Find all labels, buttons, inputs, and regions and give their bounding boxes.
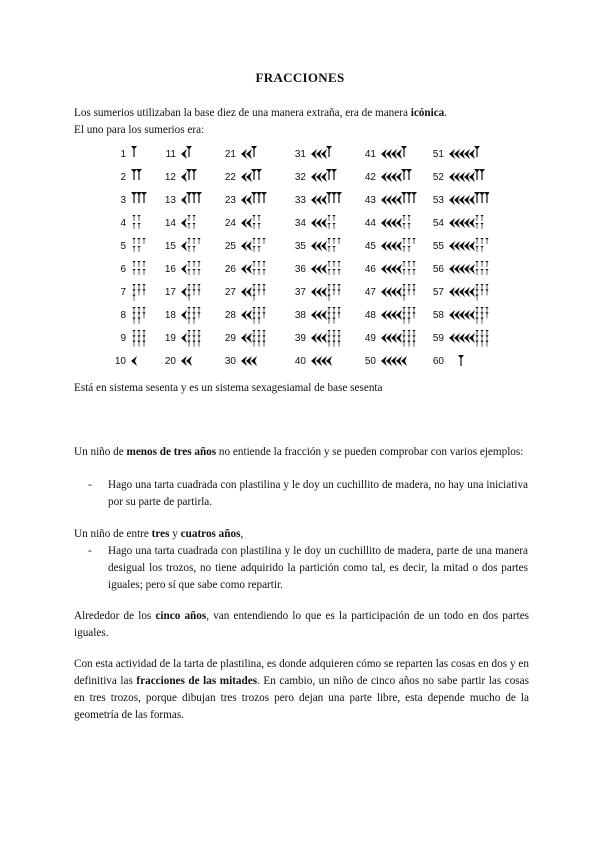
numeral-number: 27 xyxy=(224,287,236,298)
numeral-number: 28 xyxy=(224,310,236,321)
numeral-cell xyxy=(162,306,224,328)
numeral-number: 16 xyxy=(164,264,176,275)
cuneiform-glyph-icon xyxy=(309,145,351,163)
cuneiform-glyph-icon xyxy=(239,283,281,301)
cuneiform-glyph-icon xyxy=(239,352,281,370)
numeral-number: 7 xyxy=(120,287,126,298)
cuneiform-glyph-icon xyxy=(379,283,421,301)
numeral-number: 49 xyxy=(364,333,376,344)
numeral-number: 30 xyxy=(224,356,236,367)
cuneiform-glyph-icon xyxy=(379,329,421,347)
numeral-number: 10 xyxy=(114,356,126,367)
numeral-cell xyxy=(162,283,224,305)
cuneiform-glyph-icon xyxy=(309,260,351,278)
numeral-number: 47 xyxy=(364,287,376,298)
cuneiform-glyph-icon xyxy=(447,191,489,209)
cuneiform-glyph-icon xyxy=(309,191,351,209)
numeral-number: 57 xyxy=(432,287,444,298)
cuneiform-glyph-icon xyxy=(239,191,281,209)
numeral-cell xyxy=(430,260,492,282)
numeral-cell xyxy=(362,237,424,259)
numeral-number: 6 xyxy=(120,264,126,275)
cuneiform-glyph-icon xyxy=(179,168,221,186)
cuneiform-glyph-icon xyxy=(379,145,421,163)
p2-bold-cuatro: cuatros años xyxy=(180,528,241,540)
numeral-number: 32 xyxy=(294,172,306,183)
numeral-number: 38 xyxy=(294,310,306,321)
numeral-number: 26 xyxy=(224,264,236,275)
p4-text-a: Con esta actividad de la tarta de plastilina, es donde adquieren cómo se reparten las cosas en dos y en definitiva las xyxy=(74,658,529,687)
numeral-cell xyxy=(362,260,424,282)
cuneiform-glyph-icon xyxy=(179,237,221,255)
numeral-cell xyxy=(292,191,354,213)
numeral-number: 13 xyxy=(164,195,176,206)
numeral-cell xyxy=(362,214,424,236)
numeral-number: 59 xyxy=(432,333,444,344)
cuneiform-glyph-icon xyxy=(179,191,221,209)
numeral-number: 42 xyxy=(364,172,376,183)
cuneiform-glyph-icon xyxy=(447,237,489,255)
numeral-number: 5 xyxy=(120,241,126,252)
numeral-cell xyxy=(430,237,492,259)
numeral-number: 51 xyxy=(432,149,444,160)
cuneiform-glyph-icon xyxy=(239,237,281,255)
intro-line2: El uno para los sumerios era: xyxy=(74,124,205,136)
system-note: Está en sistema sesenta y es un sistema sexagesiamal de base sesenta xyxy=(74,382,383,394)
numeral-cell xyxy=(362,352,424,374)
p3-text-a: Alrededor de los xyxy=(74,610,156,622)
bullet-dash: - xyxy=(88,479,92,491)
cuneiform-glyph-icon xyxy=(239,306,281,324)
numeral-number: 34 xyxy=(294,218,306,229)
numeral-number: 46 xyxy=(364,264,376,275)
cuneiform-glyph-icon xyxy=(239,168,281,186)
cuneiform-glyph-icon xyxy=(179,260,221,278)
p1-bold: menos de tres años xyxy=(126,446,217,458)
numeral-cell xyxy=(222,283,284,305)
numeral-cell xyxy=(162,352,224,374)
cuneiform-glyph-icon xyxy=(309,306,351,324)
numeral-cell xyxy=(162,329,224,351)
numeral-cell xyxy=(222,306,284,328)
numeral-number: 11 xyxy=(165,149,176,160)
numeral-number: 55 xyxy=(432,241,444,252)
numeral-number: 1 xyxy=(120,149,126,160)
numeral-number: 43 xyxy=(364,195,376,206)
paragraph-activity xyxy=(74,656,529,724)
p3-bold: cinco años xyxy=(155,610,207,622)
intro-text: Los sumerios utilizaban la base diez de una manera extraña, era de manera xyxy=(74,107,411,119)
numeral-number: 36 xyxy=(294,264,306,275)
cuneiform-glyph-icon xyxy=(379,237,421,255)
numeral-cell xyxy=(430,214,492,236)
numeral-number: 24 xyxy=(224,218,236,229)
cuneiform-glyph-icon xyxy=(447,260,489,278)
numeral-cell xyxy=(292,260,354,282)
cuneiform-glyph-icon xyxy=(447,168,489,186)
p4-bold: fracciones de las mitades xyxy=(136,675,258,687)
cuneiform-glyph-icon xyxy=(379,168,421,186)
numeral-cell xyxy=(162,214,224,236)
numeral-cell xyxy=(430,306,492,328)
p2-text-a: Un niño de entre xyxy=(74,528,152,540)
numeral-cell xyxy=(162,191,224,213)
cuneiform-glyph-icon xyxy=(379,352,421,370)
numeral-cell xyxy=(222,214,284,236)
cuneiform-glyph-icon xyxy=(309,329,351,347)
cuneiform-glyph-icon xyxy=(309,352,351,370)
numeral-cell xyxy=(222,260,284,282)
numeral-cell xyxy=(430,145,492,167)
numeral-cell xyxy=(362,283,424,305)
numeral-cell xyxy=(162,260,224,282)
cuneiform-glyph-icon xyxy=(179,145,221,163)
numeral-cell xyxy=(162,145,224,167)
numeral-cell xyxy=(292,306,354,328)
numeral-cell xyxy=(362,145,424,167)
numeral-cell xyxy=(292,283,354,305)
numeral-cell xyxy=(362,329,424,351)
bullet-three-four xyxy=(88,543,528,594)
numeral-cell xyxy=(222,168,284,190)
cuneiform-glyph-icon xyxy=(447,352,489,370)
numeral-number: 39 xyxy=(294,333,306,344)
numeral-cell xyxy=(430,191,492,213)
numeral-cell xyxy=(292,214,354,236)
paragraph-under-three xyxy=(74,444,529,461)
cuneiform-glyph-icon xyxy=(239,260,281,278)
numeral-cell xyxy=(430,168,492,190)
cuneiform-glyph-icon xyxy=(379,260,421,278)
numeral-number: 12 xyxy=(164,172,176,183)
numeral-number: 56 xyxy=(432,264,444,275)
bullet-under-three xyxy=(88,477,528,511)
cuneiform-glyph-icon xyxy=(309,283,351,301)
numeral-cell xyxy=(362,191,424,213)
numeral-number: 44 xyxy=(364,218,376,229)
numeral-number: 20 xyxy=(164,356,176,367)
numeral-number: 17 xyxy=(164,287,176,298)
numeral-number: 2 xyxy=(120,172,126,183)
p2-text-c: y xyxy=(169,528,181,540)
cuneiform-glyph-icon xyxy=(447,145,489,163)
numeral-cell xyxy=(362,306,424,328)
numeral-number: 9 xyxy=(120,333,126,344)
cuneiform-glyph-icon xyxy=(179,352,221,370)
cuneiform-glyph-icon xyxy=(179,283,221,301)
numeral-cell xyxy=(292,329,354,351)
numeral-number: 18 xyxy=(164,310,176,321)
intro-paragraph xyxy=(74,105,529,139)
numeral-number: 21 xyxy=(224,149,236,160)
numeral-number: 40 xyxy=(294,356,306,367)
p2-text-e: , xyxy=(240,528,244,540)
p1-text-c: no entiende la fracción y se pueden comprobar con varios ejemplos: xyxy=(216,446,524,458)
cuneiform-glyph-icon xyxy=(239,214,281,232)
numeral-cell xyxy=(222,145,284,167)
numeral-cell xyxy=(430,329,492,351)
cuneiform-glyph-icon xyxy=(379,191,421,209)
numeral-number: 25 xyxy=(224,241,236,252)
numeral-cell xyxy=(292,168,354,190)
numeral-number: 29 xyxy=(224,333,236,344)
numeral-number: 8 xyxy=(120,310,126,321)
numeral-cell xyxy=(292,237,354,259)
numeral-number: 50 xyxy=(364,356,376,367)
numeral-cell xyxy=(162,168,224,190)
numeral-number: 54 xyxy=(432,218,444,229)
p4-text-c: . En cambio, un niño de cinco años no sabe partir las cosas en tres trozos, porque dibujan tres trozos pero dejan una parte libre, esta depende mucho de la geometría de las formas. xyxy=(74,675,529,721)
numeral-number: 45 xyxy=(364,241,376,252)
numeral-number: 60 xyxy=(432,356,444,367)
numeral-number: 58 xyxy=(432,310,444,321)
bullet-dash: - xyxy=(88,545,92,557)
numeral-cell xyxy=(292,352,354,374)
numeral-cell xyxy=(362,168,424,190)
cuneiform-glyph-icon xyxy=(447,329,489,347)
intro-period: . xyxy=(444,107,448,119)
cuneiform-glyph-icon xyxy=(239,145,281,163)
p2-bold-tres: tres xyxy=(151,528,170,540)
p3-text-c: , van entendiendo lo que es la participación de un todo en dos partes iguales. xyxy=(74,610,530,639)
cuneiform-glyph-icon xyxy=(447,306,489,324)
numeral-number: 52 xyxy=(432,172,444,183)
cuneiform-glyph-icon xyxy=(179,306,221,324)
numeral-number: 4 xyxy=(120,218,126,229)
numeral-number: 33 xyxy=(294,195,306,206)
numeral-number: 23 xyxy=(224,195,236,206)
numeral-number: 37 xyxy=(294,287,306,298)
numeral-cell xyxy=(292,145,354,167)
paragraph-five xyxy=(74,608,529,642)
cuneiform-glyph-icon xyxy=(179,214,221,232)
numeral-number: 19 xyxy=(164,333,176,344)
numeral-number: 14 xyxy=(164,218,176,229)
numeral-number: 41 xyxy=(364,149,376,160)
numeral-number: 22 xyxy=(224,172,236,183)
cuneiform-glyph-icon xyxy=(379,306,421,324)
numeral-cell xyxy=(430,352,492,374)
numeral-number: 15 xyxy=(164,241,176,252)
numeral-cell xyxy=(162,237,224,259)
numeral-cell xyxy=(222,237,284,259)
bullet-text: Hago una tarta cuadrada con plastilina y le doy un cuchillito de madera, no hay una iniciativa por su parte de partirla. xyxy=(108,479,528,508)
numeral-cell xyxy=(222,352,284,374)
cuneiform-glyph-icon xyxy=(309,168,351,186)
numeral-cell xyxy=(430,283,492,305)
cuneiform-glyph-icon xyxy=(447,214,489,232)
cuneiform-glyph-icon xyxy=(309,214,351,232)
sumerian-numerals-table xyxy=(112,145,492,373)
page-title: FRACCIONES xyxy=(255,70,345,85)
numeral-number: 48 xyxy=(364,310,376,321)
numeral-number: 31 xyxy=(294,149,306,160)
bullet-text: Hago una tarta cuadrada con plastilina y le doy un cuchillito de madera, parte de una manera desigual los trozos, no tiene adquirido la partición como tal, es decir, la mitad o dos partes iguales; pero sí que sabe como repartir. xyxy=(108,545,528,591)
numeral-number: 53 xyxy=(432,195,444,206)
cuneiform-glyph-icon xyxy=(309,237,351,255)
cuneiform-glyph-icon xyxy=(239,329,281,347)
numeral-number: 3 xyxy=(120,195,126,206)
numeral-cell xyxy=(222,191,284,213)
cuneiform-glyph-icon xyxy=(379,214,421,232)
p1-text-a: Un niño de xyxy=(74,446,127,458)
numeral-number: 35 xyxy=(294,241,306,252)
cuneiform-glyph-icon xyxy=(447,283,489,301)
intro-bold-iconica: icónica xyxy=(410,107,445,119)
paragraph-three-four xyxy=(74,526,529,543)
numeral-cell xyxy=(222,329,284,351)
cuneiform-glyph-icon xyxy=(179,329,221,347)
